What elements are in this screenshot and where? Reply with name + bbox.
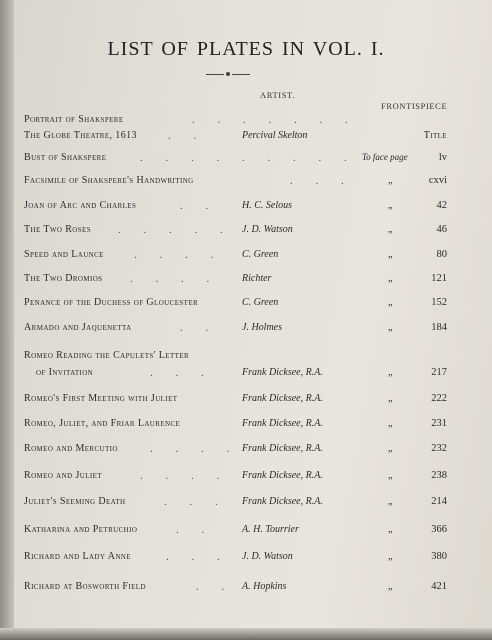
ditto-mark: „ bbox=[388, 224, 393, 235]
plate-page: 421 bbox=[431, 581, 447, 592]
ditto-mark: „ bbox=[388, 418, 393, 429]
ditto-mark: „ bbox=[388, 443, 393, 454]
plate-subject: of Invitation bbox=[36, 367, 94, 378]
plate-page: 366 bbox=[431, 524, 447, 535]
plate-row bbox=[0, 249, 492, 269]
frontispiece-header: FRONTISPIECE bbox=[381, 101, 448, 111]
plate-artist: H. C. Selous bbox=[242, 200, 292, 211]
plate-subject: Romeo Reading the Capulets' Letter bbox=[24, 350, 190, 361]
dot-leader: . . . bbox=[290, 175, 354, 187]
plate-row bbox=[0, 581, 492, 601]
plate-placement: To face page bbox=[362, 152, 408, 162]
dot-leader: . . . . bbox=[150, 443, 240, 455]
plate-row bbox=[0, 175, 492, 195]
plate-artist: A. H. Tourrier bbox=[242, 524, 299, 535]
plate-subject: The Two Roses bbox=[24, 224, 92, 235]
ditto-mark: „ bbox=[388, 249, 393, 260]
plate-artist: J. Holmes bbox=[242, 322, 282, 333]
plate-artist: Frank Dicksee, R.A. bbox=[242, 470, 323, 481]
ditto-mark: „ bbox=[388, 496, 393, 507]
plate-page: 184 bbox=[431, 322, 447, 333]
plate-page: 217 bbox=[431, 367, 447, 378]
plate-artist: J. D. Watson bbox=[242, 224, 293, 235]
dot-leader: . . bbox=[180, 322, 219, 334]
plate-subject: Joan of Arc and Charles bbox=[24, 200, 137, 211]
dot-leader: . . . . . . . bbox=[192, 114, 358, 126]
plate-subject: Richard at Bosworth Field bbox=[24, 581, 146, 592]
plate-subject: Katharina and Petruchio bbox=[24, 524, 138, 535]
page-bottom-shadow bbox=[0, 628, 492, 640]
plate-artist: Frank Dicksee, R.A. bbox=[242, 393, 323, 404]
plate-page: 42 bbox=[436, 200, 447, 211]
plate-row bbox=[0, 130, 492, 150]
dot-leader: . . . . bbox=[130, 273, 220, 285]
ditto-mark: „ bbox=[388, 273, 393, 284]
plate-subject: Armado and Jaquenetta bbox=[24, 322, 132, 333]
plate-artist: J. D. Watson bbox=[242, 551, 293, 562]
plate-row bbox=[0, 367, 492, 387]
plate-subject: Portrait of Shakspere bbox=[24, 114, 124, 125]
dot-leader: . . bbox=[168, 130, 207, 142]
plate-row bbox=[0, 393, 492, 413]
dot-leader: . . . . bbox=[140, 470, 230, 482]
plate-artist: Percival Skelton bbox=[242, 130, 308, 141]
title-ornament bbox=[206, 72, 250, 78]
plate-page: 152 bbox=[431, 297, 447, 308]
plate-row bbox=[0, 224, 492, 244]
ditto-mark: „ bbox=[388, 551, 393, 562]
plate-artist: Frank Dicksee, R.A. bbox=[242, 418, 323, 429]
ditto-mark: „ bbox=[388, 470, 393, 481]
plate-page: lv bbox=[438, 152, 447, 163]
dot-leader: . . bbox=[176, 524, 215, 536]
plate-artist: Frank Dicksee, R.A. bbox=[242, 496, 323, 507]
plate-page: 238 bbox=[431, 470, 447, 481]
plate-artist: C. Green bbox=[242, 249, 279, 260]
plate-row bbox=[0, 551, 492, 571]
dot-leader: . . . bbox=[164, 496, 228, 508]
plate-artist: Frank Dicksee, R.A. bbox=[242, 443, 323, 454]
plate-row bbox=[0, 496, 492, 516]
ditto-mark: „ bbox=[388, 200, 393, 211]
plate-subject: Richard and Lady Anne bbox=[24, 551, 131, 562]
ditto-mark: „ bbox=[388, 581, 393, 592]
ditto-mark: „ bbox=[388, 297, 393, 308]
ditto-mark: „ bbox=[388, 367, 393, 378]
plate-artist: Frank Dicksee, R.A. bbox=[242, 367, 323, 378]
plate-page: 46 bbox=[436, 224, 447, 235]
plate-row bbox=[0, 152, 492, 172]
dot-leader: . . . bbox=[166, 551, 230, 563]
ditto-mark: „ bbox=[388, 175, 393, 186]
plate-page: 214 bbox=[431, 496, 447, 507]
plate-page: Title bbox=[423, 130, 447, 141]
plate-row bbox=[0, 470, 492, 490]
plate-row bbox=[0, 322, 492, 342]
dot-leader: . . bbox=[180, 200, 219, 212]
plate-subject: Romeo's First Meeting with Juliet bbox=[24, 393, 178, 404]
plate-row bbox=[0, 297, 492, 317]
dot-leader: . . . . . bbox=[118, 224, 233, 236]
plate-page: 222 bbox=[431, 393, 447, 404]
ditto-mark: „ bbox=[388, 322, 393, 333]
dot-leader: . . bbox=[196, 581, 235, 593]
page-edge-shadow bbox=[0, 0, 14, 640]
dot-leader: . . . bbox=[150, 367, 214, 379]
plate-page: 380 bbox=[431, 551, 447, 562]
plate-artist: Richter bbox=[242, 273, 272, 284]
plate-page: 231 bbox=[431, 418, 447, 429]
page-title: LIST OF PLATES IN VOL. I. bbox=[107, 38, 385, 60]
plate-subject: The Globe Theatre, 1613 bbox=[24, 130, 137, 141]
ditto-mark: „ bbox=[388, 393, 393, 404]
plate-row bbox=[0, 200, 492, 220]
plate-subject: Juliet's Seeming Death bbox=[24, 496, 126, 507]
dot-leader: . . . . . . . . . bbox=[140, 152, 357, 164]
plate-row bbox=[0, 273, 492, 293]
plate-subject: Romeo and Juliet bbox=[24, 470, 102, 481]
artist-column-header: ARTIST. bbox=[260, 90, 295, 100]
plate-page: cxvi bbox=[428, 175, 447, 186]
plate-page: 80 bbox=[436, 249, 447, 260]
plate-row bbox=[0, 443, 492, 463]
plate-row bbox=[0, 524, 492, 544]
dot-leader: . . . . bbox=[134, 249, 224, 261]
plate-artist: A. Hopkins bbox=[242, 581, 287, 592]
plate-page: 121 bbox=[431, 273, 447, 284]
plate-subject: The Two Dromios bbox=[24, 273, 103, 284]
plate-artist: C. Green bbox=[242, 297, 279, 308]
plate-subject: Penance of the Duchess of Gloucester bbox=[24, 297, 199, 308]
ditto-mark: „ bbox=[388, 524, 393, 535]
plate-subject: Speed and Launce bbox=[24, 249, 104, 260]
plate-subject: Romeo and Mercutio bbox=[24, 443, 118, 454]
plate-page: 232 bbox=[431, 443, 447, 454]
plate-subject: Bust of Shakspere bbox=[24, 152, 107, 163]
plate-row bbox=[0, 418, 492, 438]
plate-subject: Facsimile of Shakspere's Handwriting bbox=[24, 175, 194, 186]
plate-subject: Romeo, Juliet, and Friar Laurence bbox=[24, 418, 181, 429]
